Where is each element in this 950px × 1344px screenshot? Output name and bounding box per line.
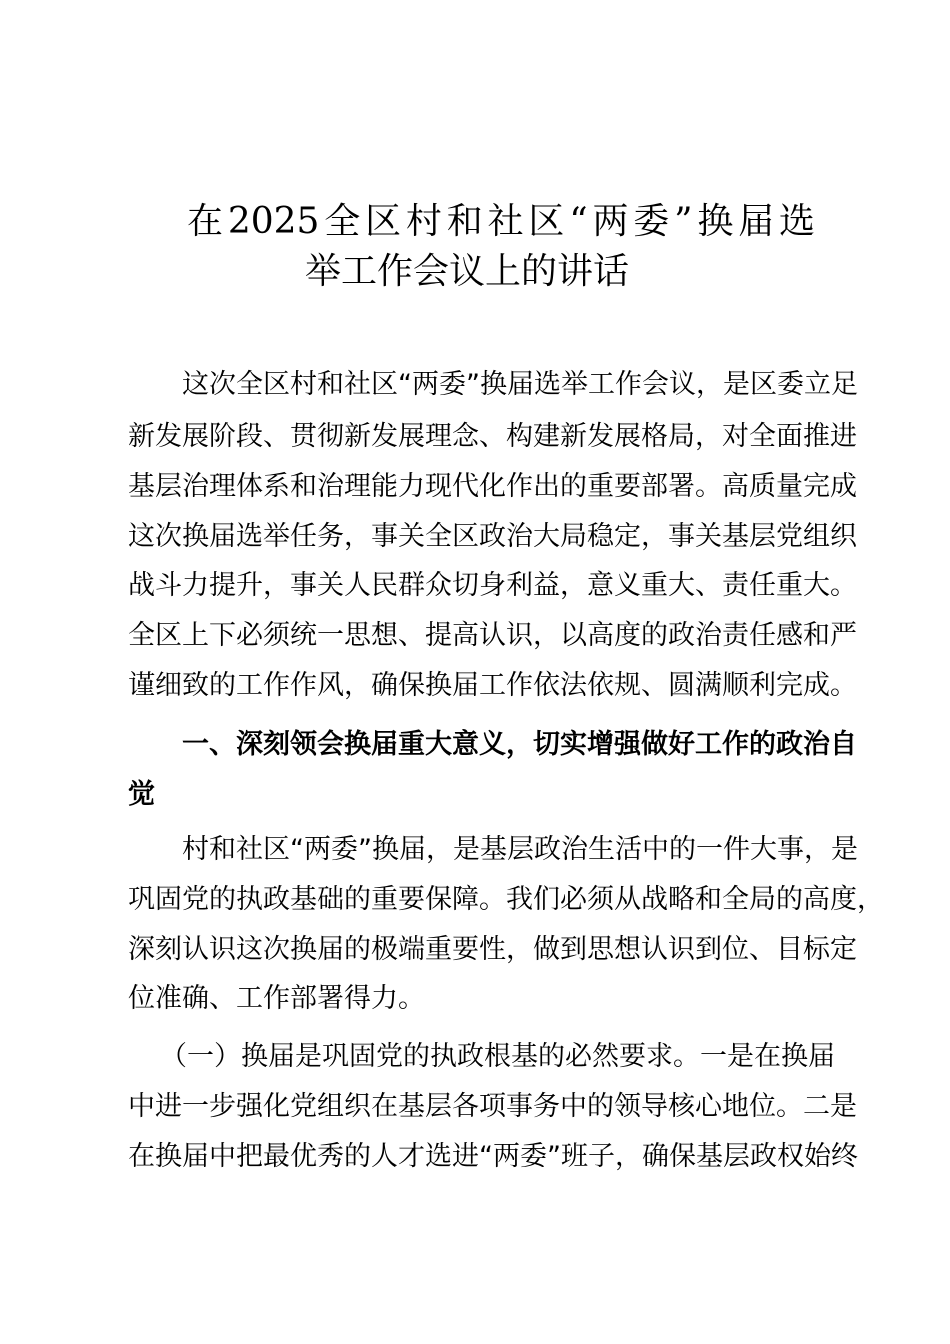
paragraph-line: 这次全区村和社区“两委”换届选举工作会议，是区委立足	[182, 369, 858, 400]
paragraph-line: 巩固党的执政基础的重要保障。我们必须从战略和全局的高度，	[128, 884, 884, 915]
paragraph-line: 中进一步强化党组织在基层各项事务中的领导核心地位。二是	[128, 1091, 857, 1122]
paragraph-line: 位准确、工作部署得力。	[128, 983, 425, 1014]
paragraph-line: 战斗力提升，事关人民群众切身利益，意义重大、责任重大。	[128, 570, 857, 601]
document-title-line-2: 举工作会议上的讲话	[305, 251, 630, 292]
section-heading-line: 觉	[128, 779, 155, 810]
paragraph-line: 在换届中把最优秀的人才选进“两委”班子，确保基层政权始终	[128, 1141, 858, 1172]
paragraph-line: 全区上下必须统一思想、提高认识，以高度的政治责任感和严	[128, 620, 857, 651]
paragraph-line: （一）换届是巩固党的执政根基的必然要求。一是在换届	[160, 1041, 835, 1072]
document-title-line-1: 在2025全区村和社区“两委”换届选	[187, 201, 815, 242]
paragraph-line: 村和社区“两委”换届，是基层政治生活中的一件大事，是	[182, 834, 858, 865]
paragraph-line: 新发展阶段、贯彻新发展理念、构建新发展格局，对全面推进	[128, 421, 857, 452]
paragraph-line: 这次换届选举任务，事关全区政治大局稳定，事关基层党组织	[128, 521, 857, 552]
paragraph-line: 谨细致的工作作风，确保换届工作依法依规、圆满顺利完成。	[128, 670, 857, 701]
section-heading-line: 一、深刻领会换届重大意义，切实增强做好工作的政治自	[182, 729, 857, 760]
paragraph-line: 基层治理体系和治理能力现代化作出的重要部署。高质量完成	[128, 471, 857, 502]
paragraph-line: 深刻认识这次换届的极端重要性，做到思想认识到位、目标定	[128, 934, 857, 965]
